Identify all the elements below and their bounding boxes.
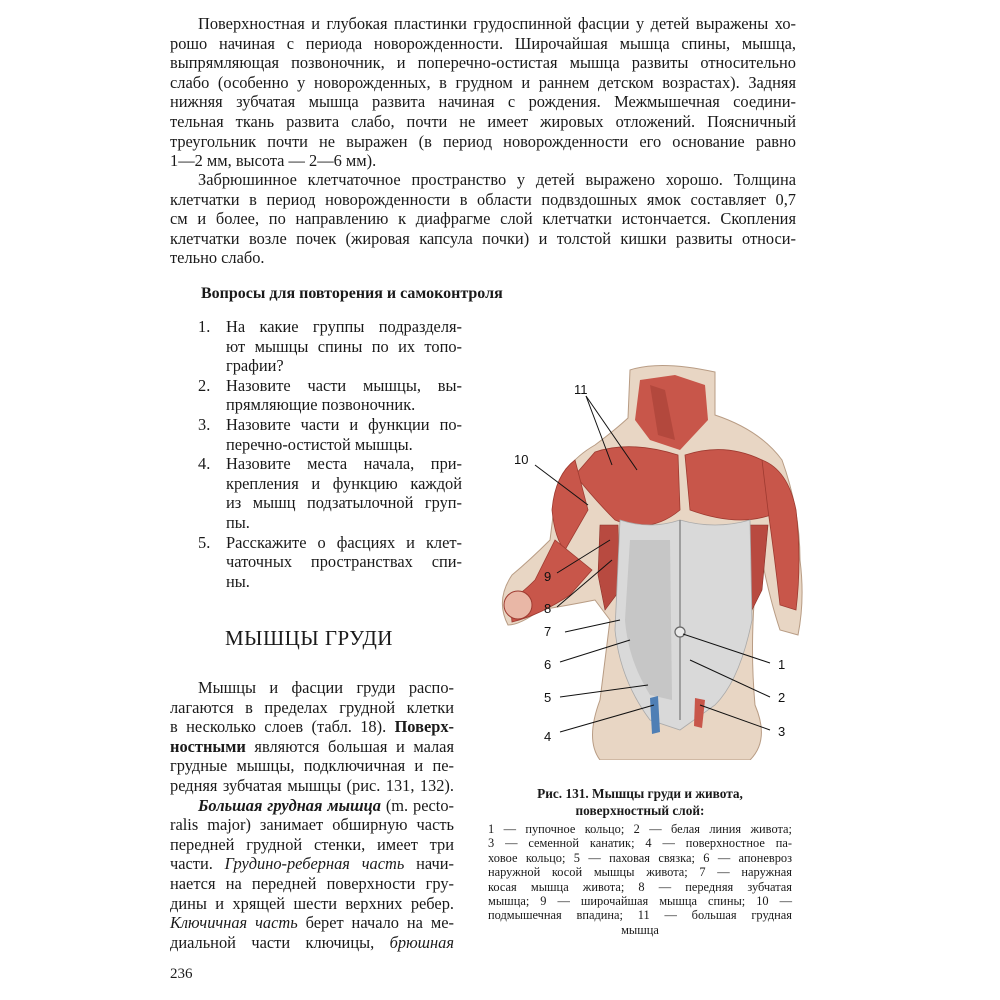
text-line: тельная ткань развита слабо, почти не имеет жировых отложений. Поясничный bbox=[170, 111, 796, 131]
question-item bbox=[170, 415, 462, 454]
text-line: перечно-остистой мышцы. bbox=[226, 434, 413, 454]
paragraph-retroperitoneal bbox=[170, 170, 796, 268]
text-run: берет начало на ме- bbox=[297, 913, 454, 933]
anatomy-illustration bbox=[500, 360, 820, 760]
bold-italic-term: Большая грудная мышца bbox=[198, 795, 381, 815]
italic-term: Грудино-реберная часть bbox=[224, 854, 405, 874]
text-line: тельно слабо. bbox=[170, 248, 265, 268]
text-line: 1—2 мм, высота — 2—6 мм). bbox=[170, 151, 377, 171]
text-line: нижняя зубчатая мышца развита начиная с рождения. Межмышечная соедини- bbox=[170, 92, 796, 112]
caption-line: 3 — семенной канатик; 4 — поверхностное па- bbox=[488, 836, 792, 851]
bold-term: ностными bbox=[170, 736, 246, 756]
text-line: Забрюшинное клетчаточное пространство у детей выражено хорошо. Толщина bbox=[198, 170, 796, 189]
figure-label-5: 5 bbox=[544, 690, 552, 705]
italic-term: брюшная bbox=[389, 932, 454, 952]
questions-heading: Вопросы для повторения и самоконтроля bbox=[201, 285, 503, 302]
text-line: дины и хрящей шести верхних ребер. bbox=[170, 893, 454, 913]
paragraph-fascia bbox=[170, 14, 796, 171]
text-run: в несколько слоев (табл. 18). bbox=[170, 717, 395, 737]
figure-label-9: 9 bbox=[544, 569, 552, 584]
text-line bbox=[170, 737, 454, 757]
text-line: рошо начиная с периода новорожденности. Широчайшая мышца спины, мышца, bbox=[170, 33, 796, 53]
caption-line: мышца bbox=[621, 922, 659, 937]
text-line: ют мышцы спины по их топо- bbox=[226, 336, 462, 356]
question-number: 1. bbox=[198, 317, 211, 336]
question-item bbox=[170, 376, 462, 415]
text-line: треугольник почти не выражен (в период новорожденности его основание равно bbox=[170, 131, 796, 151]
text-line: чаточных пространствах спи- bbox=[226, 552, 462, 572]
caption-line: косая мышца живота; 8 — передняя зубчатая bbox=[488, 879, 792, 894]
italic-term: Ключичная часть bbox=[170, 913, 298, 933]
text-line: клетчатки в период новорожденности в области подвздошных ямок составляет 0,7 bbox=[170, 189, 796, 209]
question-item bbox=[170, 317, 462, 376]
figure-label-1: 1 bbox=[778, 657, 786, 672]
text-run: части. bbox=[170, 854, 225, 874]
text-run: диальной части ключицы, bbox=[170, 932, 390, 952]
question-item bbox=[170, 533, 462, 592]
figure-label-3: 3 bbox=[778, 724, 786, 739]
figure-label-11: 11 bbox=[574, 382, 588, 397]
figure-label-4: 4 bbox=[544, 729, 552, 744]
text-line: графии? bbox=[226, 356, 284, 376]
text-line: ны. bbox=[226, 571, 250, 591]
text-line: пы. bbox=[226, 512, 250, 532]
caption-line: подмышечная впадина; 11 — большая грудная bbox=[488, 908, 792, 923]
text-line: см и более, по направлению к диафрагме слой клетчатки истончается. Скопления bbox=[170, 209, 796, 229]
bold-term: Поверх- bbox=[394, 717, 454, 737]
text-run: (m. pecto- bbox=[380, 795, 455, 815]
text-run: начи- bbox=[404, 854, 454, 874]
text-line: Назовите части и функции по- bbox=[226, 414, 462, 434]
text-line: На какие группы подразделя- bbox=[226, 317, 462, 336]
caption-line: ховое кольцо; 5 — паховая связка; 6 — апоневроз bbox=[488, 850, 792, 865]
text-line bbox=[170, 854, 454, 874]
question-number: 4. bbox=[198, 454, 211, 474]
text-line: Поверхностная и глубокая пластинки грудоспинной фасции у детей выражены хо- bbox=[198, 14, 796, 33]
text-line bbox=[170, 796, 454, 816]
umbilical-ring bbox=[675, 627, 685, 637]
text-line: Мышцы и фасции груди распо- bbox=[198, 678, 454, 697]
caption-line: мышца; 9 — широчайшая мышца спины; 10 — bbox=[488, 894, 792, 909]
figure-caption-body bbox=[488, 822, 792, 937]
text-line bbox=[170, 933, 454, 953]
text-line: Расскажите о фасциях и клет- bbox=[226, 532, 462, 552]
text-line: редняя зубчатая мышцы (рис. 131, 132). bbox=[170, 775, 454, 795]
figure-label-8: 8 bbox=[544, 601, 552, 616]
text-line: передней грудной стенки, имеет три bbox=[170, 834, 454, 854]
arm-cut-section bbox=[504, 591, 532, 619]
text-line: Назовите части мышцы, вы- bbox=[226, 375, 462, 395]
figure-label-10: 10 bbox=[514, 452, 529, 467]
text-line: прямляющие позвоночник. bbox=[226, 395, 416, 415]
question-number: 3. bbox=[198, 414, 211, 434]
section-title: МЫШЦЫ ГРУДИ bbox=[225, 626, 393, 650]
question-number: 2. bbox=[198, 375, 211, 395]
text-line: слабо (особенно у новорожденных, в грудном и раннем детском возрастах). Задняя bbox=[170, 72, 796, 92]
paragraph-chest-muscles bbox=[170, 678, 454, 952]
caption-title-line: Рис. 131. Мышцы груди и живота, bbox=[537, 786, 743, 801]
text-line: выпрямляющая позвоночник, и поперечно-остистая мышца развиты относительно bbox=[170, 53, 796, 73]
text-line: клетчатки возле почек (жировая капсула почки) и толстой кишки развиты относи- bbox=[170, 228, 796, 248]
text-line: крепления и функцию каждой bbox=[226, 473, 462, 493]
figure-label-7: 7 bbox=[544, 624, 552, 639]
figure-label-2: 2 bbox=[778, 690, 786, 705]
text-line: грудные мышцы, подключичная и пе- bbox=[170, 756, 454, 776]
caption-line: 1 — пупочное кольцо; 2 — белая линия живота; bbox=[488, 822, 792, 836]
caption-line: наружной косой мышцы живота; 7 — наружная bbox=[488, 865, 792, 880]
question-number: 5. bbox=[198, 532, 211, 552]
figure-label-6: 6 bbox=[544, 657, 552, 672]
text-line: из мышц подзатылочной груп- bbox=[226, 493, 462, 513]
text-line: ralis major) занимает обширную часть bbox=[170, 815, 454, 835]
text-run: являются большая и малая bbox=[245, 736, 454, 756]
text-line bbox=[170, 717, 454, 737]
caption-title-line: поверхностный слой: bbox=[575, 802, 705, 818]
question-item bbox=[170, 454, 462, 532]
questions-list bbox=[170, 317, 462, 591]
page-number: 236 bbox=[170, 966, 193, 982]
figure-caption-title bbox=[505, 786, 775, 819]
text-line: Назовите места начала, при- bbox=[226, 454, 462, 474]
text-line: лагаются в пределах грудной клетки bbox=[170, 697, 454, 717]
text-line: нается на передней поверхности гру- bbox=[170, 873, 454, 893]
text-line bbox=[170, 913, 454, 933]
